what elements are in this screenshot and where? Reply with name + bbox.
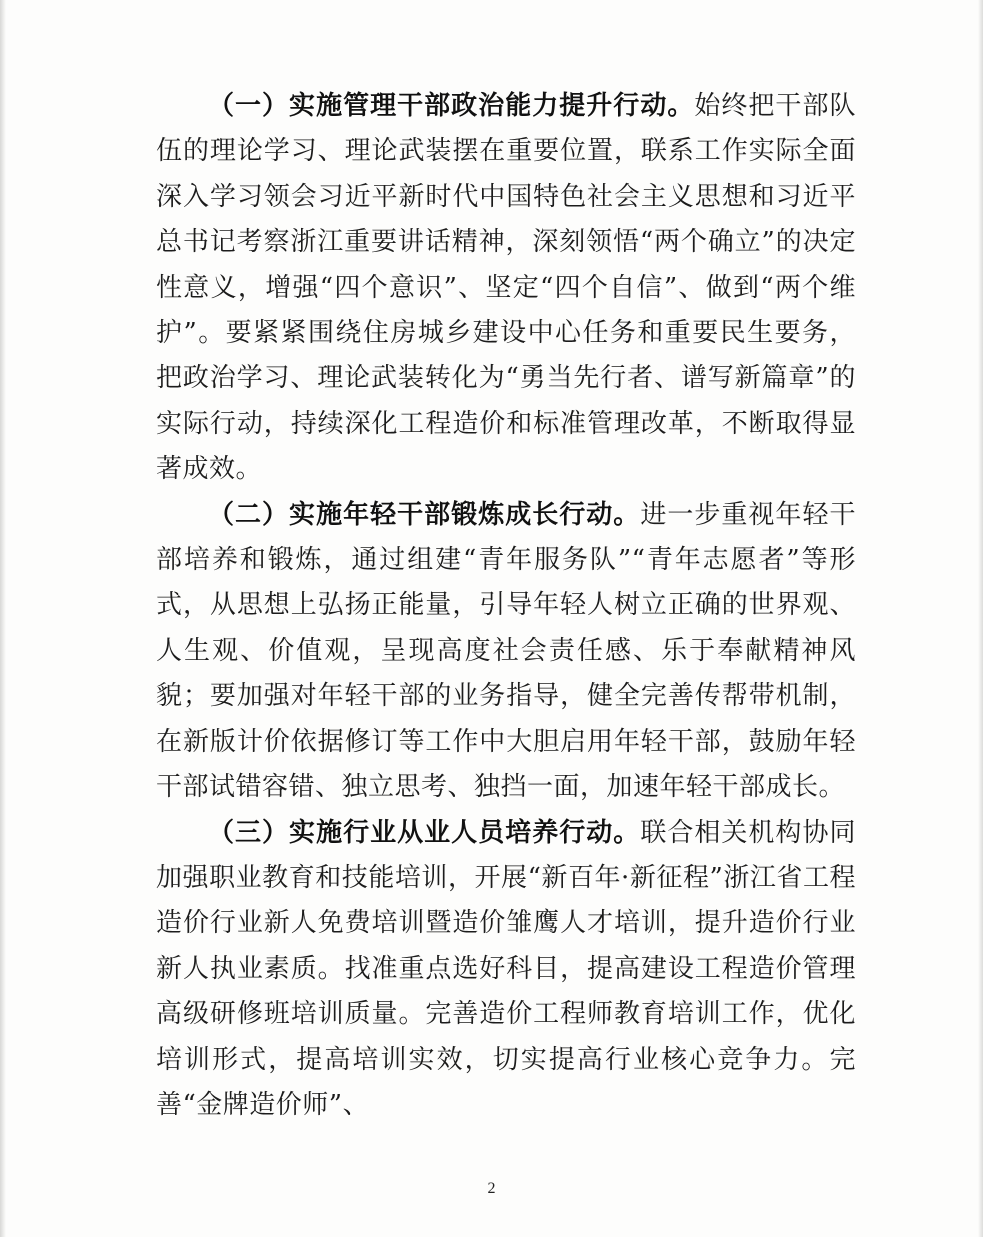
paragraph-3	[156, 811, 856, 1129]
paragraph-1-text: 始终把干部队伍的理论学习、理论武装摆在重要位置，联系工作实际全面深入学习领会习近平新时代中国特色社会主义思想和习近平总书记考察浙江重要讲话精神，深刻领悟“两个确立”的决定性意义，增强“四个意识”、坚定“四个自信”、做到“两个维护”。要紧紧围绕住房城乡建设中心任务和重要民生要务，把政治学习、理论武装转化为“勇当先行者、谱写新篇章”的实际行动，持续深化工程造价和标准管理改革，不断取得显著成效。	[156, 91, 856, 485]
page-number: 2	[487, 1180, 496, 1197]
page-edge-shadow-right	[978, 0, 983, 1237]
paragraph-2-text: 进一步重视年轻干部培养和锻炼，通过组建“青年服务队”“青年志愿者”等形式，从思想上弘扬正能量，引导年轻人树立正确的世界观、人生观、价值观，呈现高度社会责任感、乐于奉献精神风貌；要加强对年轻干部的业务指导，健全完善传帮带机制，在新版计价依据修订等工作中大胆启用年轻干部，鼓励年轻干部试错容错、独立思考、独挡一面，加速年轻干部成长。	[156, 499, 856, 803]
paragraph-1-heading: （一）实施管理干部政治能力提升行动。	[208, 91, 695, 121]
paragraph-1	[156, 84, 856, 493]
paragraph-3-heading: （三）实施行业从业人员培养行动。	[208, 817, 641, 848]
page-edge-shadow-left	[0, 0, 6, 1237]
paragraph-2-heading: （二）实施年轻干部锻炼成长行动。	[208, 499, 641, 530]
paragraph-2	[156, 493, 856, 811]
paragraph-3-text: 联合相关机构协同加强职业教育和技能培训，开展“新百年·新征程”浙江省工程造价行业新人免费培训暨造价雏鹰人才培训，提升造价行业新人执业素质。找准重点选好科目，提高建设工程造价管理高级研修班培训质量。完善造价工程师教育培训工作，优化培训形式，提高培训实效，切实提高行业核心竞争力。完善“金牌造价师”、	[156, 817, 856, 1120]
document-body	[156, 84, 856, 1128]
